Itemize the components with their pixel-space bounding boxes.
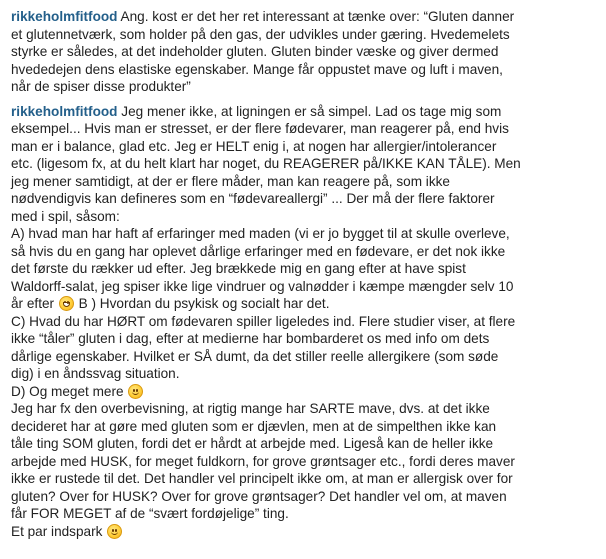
comment-text: får FOR MEGET af de “svært fordøjelige” ting.	[11, 506, 289, 521]
comment-text: et glutennetværk, som holder på den gas, der udvikles under gæring. Hvedemelets	[11, 26, 510, 42]
comment-text: arbejde med HUSK, for meget fuldkorn, for grove grøntsager etc., fordi deres maver	[11, 453, 515, 469]
grinning-face-icon	[59, 296, 74, 311]
comment-text: Waldorff-salat, jeg spiser ikke lige vindruer og valnødder i kæmpe mængder selv 10	[11, 278, 514, 294]
comment-text: D) Og meget mere	[11, 383, 128, 399]
smiling-face-icon	[128, 384, 143, 399]
comment	[11, 103, 603, 541]
comment-text: så hvis du en gang har oplevet dårlige erfaringer med en fødevare, er det nok ikke	[11, 243, 506, 259]
comment-line	[11, 295, 603, 313]
comment-text: nødvendigvis kan defineres som en “fødevareallergi” ... Der må der flere faktorer	[11, 191, 495, 206]
comment-text: man er i balance, glad etc. Jeg er HELT enig i, at nogen har allergier/intolerancer	[11, 138, 497, 154]
comment-username[interactable]: rikkeholmfitfood	[11, 103, 118, 119]
comment-text: decideret har at gøre med gluten som er djævlen, men at de simpelthen ikke kan	[11, 418, 497, 434]
comment-text: Et par indspark	[11, 523, 107, 539]
comment-text: Jeg mener ikke, at ligningen er så simpel. Lad os tage mig som	[117, 103, 502, 119]
comment-line	[11, 103, 603, 121]
comment-text: C) Hvad du har HØRT om fødevaren spiller ligeledes ind. Flere studier viser, at flere	[11, 313, 516, 329]
comment-line	[11, 8, 603, 26]
comment-text: B ) Hvordan du psykisk og socialt har det.	[74, 296, 330, 311]
comment-text: Ang. kost er det her ret interessant at tænke over: “Gluten danner	[117, 9, 515, 24]
comment-text: hvededejen dens elastiske egenskaber. Mange får oppustet mave og luft i maven,	[11, 61, 503, 77]
comment-text: jeg mener samtidigt, at der er flere måder, man kan reagere på, som ikke	[11, 173, 450, 189]
comment-username[interactable]: rikkeholmfitfood	[11, 9, 118, 24]
comment-text: ikke “tåler” gluten i dag, efter at medierne har bombarderet os med info om dets	[11, 331, 490, 346]
comment-text: gluten? Over for HUSK? Over for grove grøntsager? Det handler vel om, at maven	[11, 488, 507, 504]
comment-thread	[11, 8, 603, 540]
smiling-face-icon	[107, 524, 122, 539]
comment	[11, 8, 603, 96]
comment-text: A) hvad man har haft af erfaringer med maden (vi er jo bygget til at skulle overleve,	[11, 226, 510, 241]
comment-text: dig) i en åndssvag situation.	[11, 366, 180, 381]
comment-text: eksempel... Hvis man er stresset, er der flere fødevarer, man reagerer på, end hvis	[11, 121, 509, 136]
comment-line	[11, 523, 603, 541]
comment-text: det første du rækker ud efter. Jeg brækkede mig en gang efter at have spist	[11, 261, 466, 276]
comment-text: dårlige egenskaber. Hvilket er SÅ dumt, da det stiller reelle allergikere (som søde	[11, 348, 499, 364]
comment-text: Jeg har fx den overbevisning, at rigtig mange har SARTE mave, dvs. at det ikke	[11, 401, 490, 416]
comment-text: år efter	[11, 296, 58, 311]
comment-text: etc. (ligesom fx, at du helt klart har noget, du REAGERER på/IKKE KAN TÅLE). Men	[11, 156, 521, 171]
comment-text: når de spiser disse produkter”	[11, 79, 191, 94]
comment-line	[11, 383, 603, 401]
comment-text: styrke er således, at det indeholder gluten. Gluten binder væske og giver dermed	[11, 44, 499, 59]
comment-text: tåle ting SOM gluten, fordi det er hårdt at arbejde med. Ligeså kan de heller ikke	[11, 436, 494, 451]
comment-text: ikke er rustede til det. Det handler vel principelt ikke om, at man er allergisk over for	[11, 471, 513, 486]
comment-text: med i spil, såsom:	[11, 208, 120, 224]
